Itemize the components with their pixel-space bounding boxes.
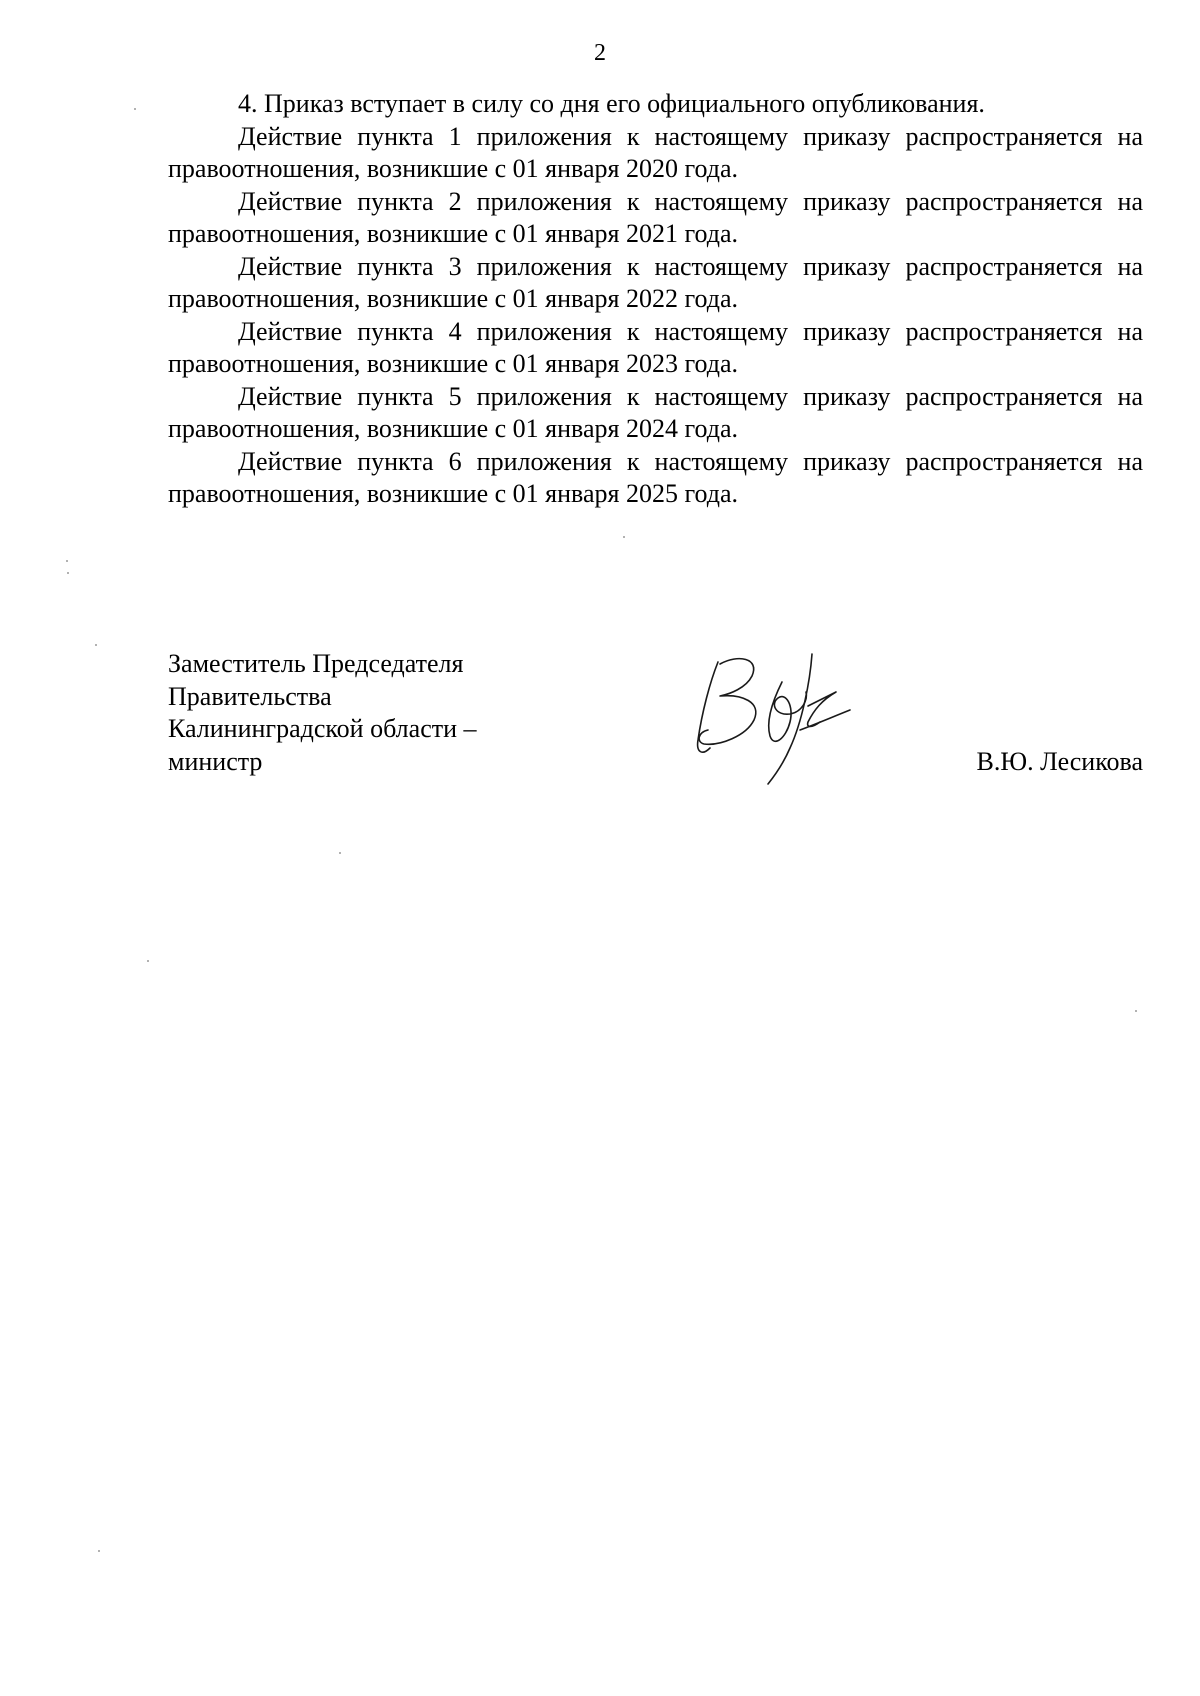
signer-position-line: Заместитель Председателя	[168, 649, 464, 678]
scan-speck	[66, 560, 68, 562]
paragraph-item-6: Действие пункта 6 приложения к настоящему приказу распространяется на правоотношения, возникшие с 01 января 2025 года.	[168, 446, 1143, 508]
page-number: 2	[594, 40, 606, 66]
signer-name: В.Ю. Лесикова	[976, 747, 1143, 776]
scan-speck	[339, 852, 341, 854]
scan-speck	[1135, 1010, 1137, 1012]
paragraph-item-1: Действие пункта 1 приложения к настоящему приказу распространяется на правоотношения, возникшие с 01 января 2020 года.	[168, 121, 1143, 183]
paragraph-item-3: Действие пункта 3 приложения к настоящему приказу распространяется на правоотношения, возникшие с 01 января 2022 года.	[168, 251, 1143, 313]
paragraph-item-4: Действие пункта 4 приложения к настоящему приказу распространяется на правоотношения, возникшие с 01 января 2023 года.	[168, 316, 1143, 378]
document-body	[168, 88, 1143, 511]
paragraph-item-2: Действие пункта 2 приложения к настоящему приказу распространяется на правоотношения, возникшие с 01 января 2021 года.	[168, 186, 1143, 248]
scan-speck	[147, 960, 149, 962]
signer-position	[168, 648, 588, 778]
paragraph-item-5: Действие пункта 5 приложения к настоящему приказу распространяется на правоотношения, возникшие с 01 января 2024 года.	[168, 381, 1143, 443]
scan-speck	[134, 108, 136, 110]
scan-speck	[98, 1550, 100, 1552]
scan-speck	[623, 536, 625, 538]
scan-speck	[67, 572, 69, 574]
signer-position-line: Калининградской области –	[168, 714, 477, 743]
handwritten-signature-icon	[690, 652, 870, 802]
paragraph-effective-date: 4. Приказ вступает в силу со дня его официального опубликования.	[238, 89, 985, 118]
signer-position-line: министр	[168, 746, 263, 776]
scan-speck	[95, 644, 97, 646]
signer-position-line: Правительства	[168, 681, 332, 711]
